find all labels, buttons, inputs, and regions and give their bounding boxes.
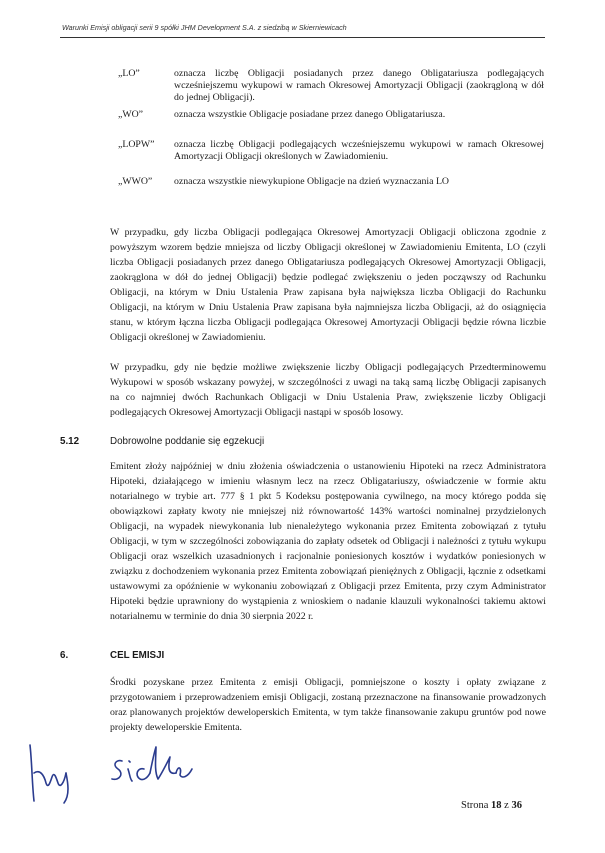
- paragraph-issue-purpose: Środki pozyskane przez Emitenta z emisji Obligacji, pomniejszone o koszty i opłaty związane z przygotowaniem i przeprowadzeniem emisji Obligacji, zostaną przeznaczone na finansowanie prowadzonych oraz planowanych projektów deweloperskich Emitenta, w tym także finansowanie zakupu gruntów pod nowe projekty deweloperskie Emitenta.: [110, 677, 546, 733]
- section-number: 5.12: [60, 436, 80, 447]
- paragraph-enforcement: Emitent złoży najpóźniej w dniu złożenia oświadczenia o ustanowieniu Hipoteki na rzecz Administratora Hipoteki, działającego w imieniu własnym lecz na rzecz Obligatariuszy, oświadczenie w formie aktu notarialnego w trybie art. 777 § 1 pkt 5 Kodeksu postępowania cywilnego, na mocy którego podda się obowiązkowi zapłaty kwoty nie mniejszej niż równowartość 143% wartości nominalnej przydzielonych Obligacji, na wypadek niewykonania lub nienależytego wykonania przez Emitenta zobowiązań z tytułu Obligacji, w tym w szczególności zobowiązania do zapłaty odsetek od Obligacji i należności z tytułu wykupu Obligacji oraz wszelkich uzasadnionych i racjonalnie poniesionych kosztów i wydatków poniesionych w związku z dochodzeniem wykonania przez Emitenta zobowiązań pieniężnych z Obligacji, łącznie z odsetkami ustawowymi za opóźnienie w wykonaniu zobowiązań z Obligacji przez Emitenta, przy czym Administrator Hipoteki będzie uprawniony do wystąpienia z wnioskiem o nadanie klauzuli wykonalności takiemu aktowi notarialnemu w terminie do dnia 30 sierpnia 2022 r.: [110, 461, 546, 622]
- paragraph-random-allocation: W przypadku, gdy nie będzie możliwe zwiększenie liczby Obligacji podlegających Przedterminowemu Wykupowi w sposób wskazany powyżej, w szczególności z uwagi na taką samą liczbę Obligacji zapisanych na co najmniej dwóch Rachunkach Obligacji w Dniu Ustalenia Praw, zwiększenie liczby Obligacji podlegających Okresowej Amortyzacji Obligacji nastąpi w sposób losowy.: [110, 362, 546, 418]
- definition-term: „LO”: [118, 68, 140, 79]
- handwritten-signature: [20, 743, 200, 805]
- definition-term: „WO”: [118, 109, 144, 120]
- page-separator: z: [504, 800, 509, 811]
- page-footer: [461, 800, 522, 811]
- header-rule: [60, 37, 545, 38]
- definition-term: „LOPW”: [118, 139, 155, 150]
- definition-desc: oznacza wszystkie niewykupione Obligacje na dzień wyznaczania LO: [174, 176, 450, 187]
- section-title: CEL EMISJI: [110, 650, 165, 661]
- page-number: 18: [491, 800, 502, 811]
- section-title: Dobrowolne poddanie się egzekucji: [110, 436, 265, 447]
- page-label: Strona: [461, 800, 489, 811]
- document-header: Warunki Emisji obligacji serii 9 spółki JHM Development S.A. z siedzibą w Skierniewicach: [62, 23, 347, 32]
- definition-desc: oznacza liczbę Obligacji posiadanych przez danego Obligatariusza podlegających wcześniejszemu wykupowi w ramach Okresowej Amortyzacji Obligacji (zaokrągloną w dół do jednej Obligacji).: [174, 68, 544, 104]
- section-number: 6.: [60, 650, 69, 661]
- paragraph-rounding-rule: W przypadku, gdy liczba Obligacji podlegająca Okresowej Amortyzacji Obligacji obliczona zgodnie z powyższym wzorem będzie mniejsza od liczby Obligacji określonej w Zawiadomieniu Emitenta, LO (czyli liczba Obligacji posiadanych przez danego Obligatariusza podlegających Okresowej Amortyzacji Obligacji, zaokrąglona w dół do jednej Obligacji) będzie podlegać zwiększeniu o jeden począwszy od Rachunku Obligacji, na którym w Dniu Ustalenia Praw zapisana była największa liczba Obligacji do Rachunku Obligacji, na którym w Dniu Ustalenia Praw zapisana była najmniejsza liczba Obligacji, aż do osiągnięcia stanu, w którym łączna liczba Obligacji podlegająca Okresowej Amortyzacji Obligacji będzie równa liczbie Obligacji określonej w Zawiadomieniu.: [110, 227, 546, 343]
- page-total: 36: [511, 800, 522, 811]
- definition-term: „WWO”: [118, 176, 153, 187]
- definition-desc: oznacza wszystkie Obligacje posiadane przez danego Obligatariusza.: [174, 109, 446, 120]
- definition-desc: oznacza liczbę Obligacji podlegających wcześniejszemu wykupowi w ramach Okresowej Amortyzacji Obligacji określonych w Zawiadomieniu.: [174, 139, 544, 163]
